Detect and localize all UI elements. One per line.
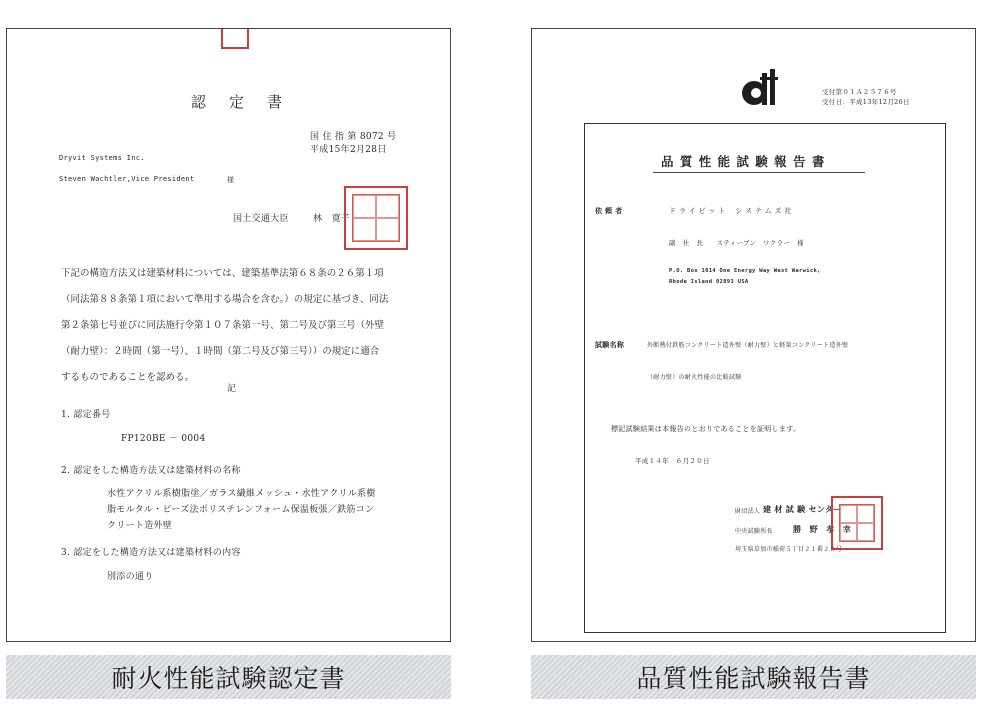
test-name-line: 外断熱付鉄筋コンクリート造外壁（耐力壁）と軽量コンクリート造外壁 bbox=[647, 342, 849, 349]
requester-company: ド ラ イ ビ ッ ト シ ス テ ム ズ 社 bbox=[669, 207, 792, 215]
item2-line: 脂モルタル・ビーズ法ポリスチレンフォーム保温板張／鉄筋コン bbox=[107, 505, 375, 515]
body-line: （耐力壁）：２時間（第一号）、１時間（第二号及び第三号））の規定に適合 bbox=[61, 346, 380, 357]
director-title: 中央試験所長 bbox=[735, 528, 773, 535]
item1-value: FP120BE － 0004 bbox=[121, 434, 206, 444]
organization-prefix: 財団法人 bbox=[735, 508, 761, 515]
test-name-label: 試験名称 bbox=[595, 340, 625, 349]
report-caption: 品質性能試験報告書 bbox=[531, 655, 976, 699]
item2-line: クリート造外壁 bbox=[107, 521, 173, 531]
item1-heading: 1. 認定番号 bbox=[61, 410, 111, 420]
body-line: するものであることを認める。 bbox=[61, 372, 195, 383]
receipt-date: 受付日：平成13年12月26日 bbox=[822, 98, 910, 106]
report-date: 平成１４年 ６月２０日 bbox=[635, 457, 710, 465]
address-line: P.O. Box 1014 One Energy Way West Warwick, bbox=[669, 268, 821, 274]
top-stamp-fragment bbox=[221, 28, 249, 49]
body-line: （同法第８８条第１項において準用する場合を含む。）の規定に基づき、同法 bbox=[61, 294, 389, 305]
requester-person: 副 社 長 スティーブン ワクラー 様 bbox=[669, 239, 804, 247]
official-seal bbox=[344, 186, 408, 250]
addressee-suffix: 様 bbox=[227, 176, 235, 184]
item2-heading: 2. 認定をした構造方法又は建築材料の名称 bbox=[61, 466, 241, 476]
certification-body bbox=[61, 261, 441, 391]
report-frame bbox=[584, 123, 946, 633]
title-underline bbox=[653, 172, 865, 173]
certificate-date: 平成15年2月28日 bbox=[310, 145, 387, 155]
company-name: Dryvit Systems Inc. bbox=[59, 154, 145, 162]
receipt-number: 受付第０１Ａ２５７６号 bbox=[822, 88, 897, 96]
organization-address: 埼玉県草加市稲荷５丁目２１番２０号 bbox=[735, 546, 843, 553]
organization-name: 建 材 試 験 センター bbox=[763, 504, 842, 514]
item3-value: 別添の通り bbox=[107, 572, 154, 582]
report-title: 品 質 性 能 試 験 報 告 書 bbox=[661, 154, 826, 169]
certify-statement: 標記試験結果は本報告のとおりであることを証明します。 bbox=[611, 425, 801, 433]
issuer-name: 林 寛子 bbox=[313, 214, 351, 224]
certificate-title: 認 定 書 bbox=[191, 93, 287, 111]
testing-center-logo bbox=[738, 65, 784, 111]
body-line: 下記の構造方法又は建築材料については、建築基準法第６８条の２６第１項 bbox=[61, 268, 384, 279]
test-name-line: （耐力壁）の耐火性能の比較試験 bbox=[647, 374, 742, 381]
body-line: 第２条第七号並びに同法施行令第１０７条第一号、第二号及び第三号（外壁 bbox=[61, 320, 385, 331]
addressee: Steven Wachtler,Vice President bbox=[59, 175, 195, 183]
address-line: Rhode Island 02893 USA bbox=[669, 279, 749, 285]
requester-label: 依 頼 者 bbox=[595, 206, 623, 215]
organization-seal bbox=[831, 496, 883, 550]
issuer-title: 国土交通大臣 bbox=[233, 214, 289, 224]
item3-heading: 3. 認定をした構造方法又は建築材料の内容 bbox=[61, 548, 241, 558]
director-name: 勝 野 孝 幸 bbox=[793, 524, 852, 534]
item2-line: 水性アクリル系樹脂塗／ガラス繊維メッシュ・水性アクリル系樹 bbox=[107, 489, 376, 499]
ki-heading: 記 bbox=[227, 384, 237, 394]
test-report-document bbox=[531, 28, 976, 642]
certificate-document bbox=[6, 28, 451, 642]
certificate-number: 国 住 指 第 8072 号 bbox=[310, 132, 397, 142]
certificate-caption: 耐火性能試験認定書 bbox=[6, 655, 451, 699]
